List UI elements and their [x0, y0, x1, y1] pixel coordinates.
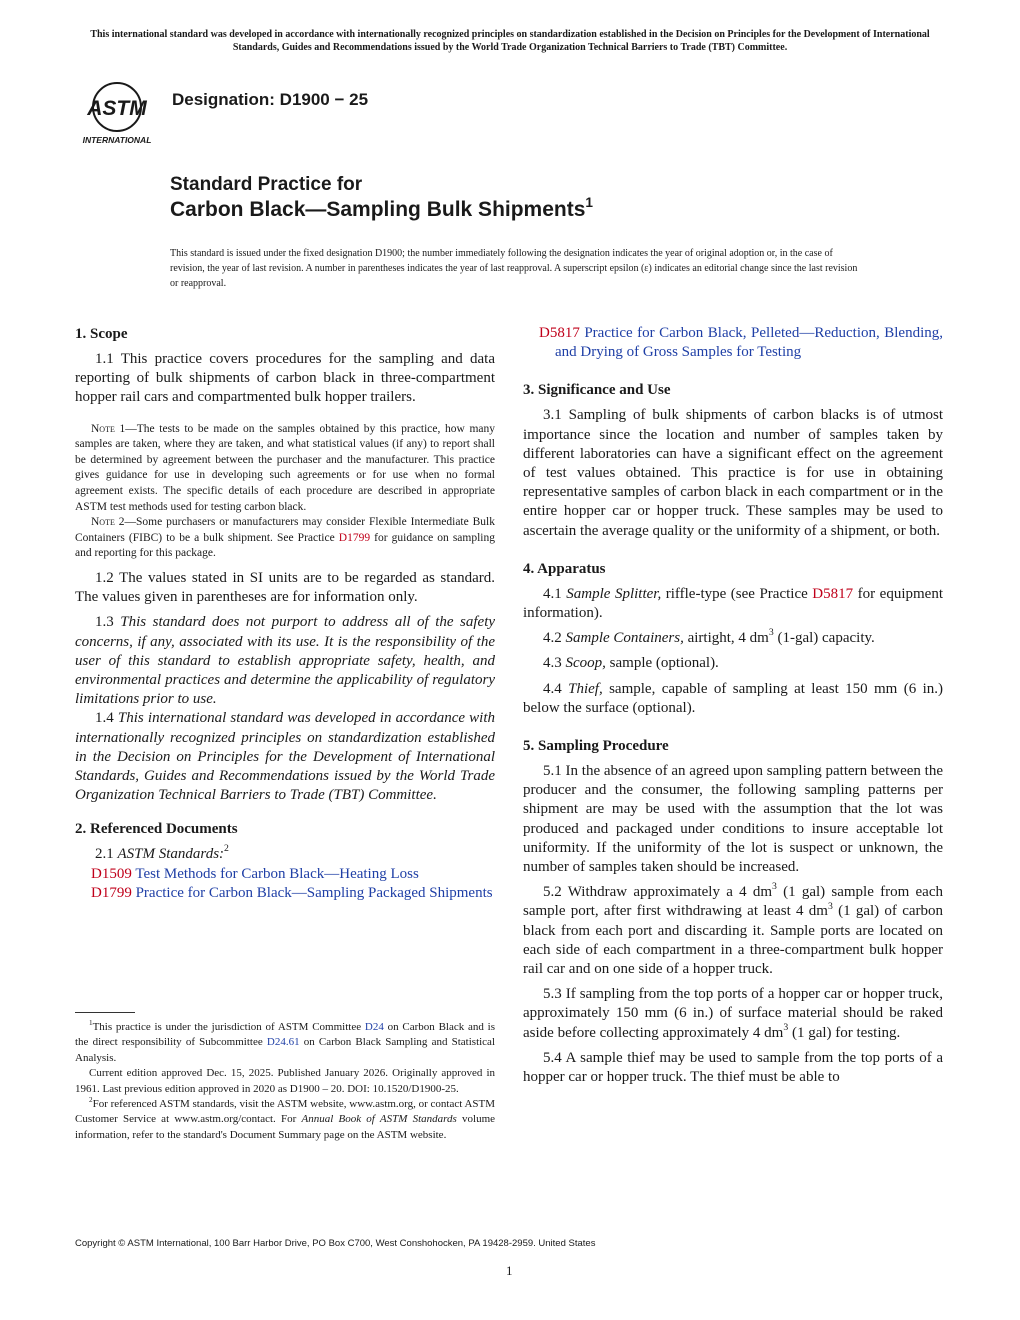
para-5-2-sup-1: 3 [772, 881, 777, 893]
para-1-4 [75, 709, 495, 805]
footnote-2-mark: 2 [89, 1095, 93, 1104]
para-2-1-num: 2.1 [95, 846, 118, 863]
footnote-2-text-b: volume information, refer to the standard's Document Summary page on the ASTM website. [75, 1113, 496, 1141]
para-4-1-term: Sample Splitter, [566, 585, 662, 602]
link-d5817-apparatus[interactable]: D5817 [812, 585, 854, 602]
para-5-1: 5.1 In the absence of an agreed upon sampling pattern between the producer and the consumer, the following sampling patterns per shipment are may be used with the assumption that the lot was produced and packaged under conditions to insure acceptable lot uniformity. If the uniformity of the lot is suspect or unknown, the number of samples taken should be increased. [523, 763, 943, 876]
logo-subtext: INTERNATIONAL [82, 135, 152, 145]
para-3-1: 3.1 Sampling of bulk shipments of carbon blacks is of utmost importance since the location and number of samples taken by different laboratories can have a significant effect on the agreement of test values obtained. This practice is for use in obtaining representative samples of carbon black in each compartment or in the entire hopper car or hopper truck. These samples may be used to ascertain the average quality or the uniformity of a shipment, or both. [523, 407, 943, 539]
para-4-1-num: 4.1 [543, 585, 567, 602]
footnote-1-text-a: This practice is under the jurisdiction of ASTM Committee [92, 1021, 365, 1033]
section-2-heading: 2. Referenced Documents [75, 821, 238, 838]
para-4-2-num: 4.2 [543, 630, 566, 647]
footnote-2-text-a: For referenced ASTM standards, visit the ASTM website, www.astm.org, or contact ASTM Customer Service at www.astm.org/contact. For [75, 1098, 495, 1126]
astm-logo [72, 80, 162, 146]
para-1-1: 1.1 This practice covers procedures for the sampling and data reporting of bulk shipments of carbon black in three-compartment hopper rail cars and compartmented bulk hopper trailers. [75, 351, 495, 406]
para-5-3-sup: 3 [783, 1021, 789, 1033]
issued-note: This standard is issued under the fixed designation D1900; the number immediately following the designation indicates the year of original adoption or, in the case of revision, the year of last revision. A number in parentheses indicates the year of last reapproval. A superscript epsilon (ε) indicates an editorial change since the last revision or reapproval. [170, 248, 858, 289]
footnote-1-mark: 1 [89, 1018, 93, 1027]
right-column [523, 320, 943, 1087]
designation: Designation: D1900 − 25 [172, 90, 369, 109]
para-5-2-text-b: (1 gal) sample from each sample port, after first withdrawing at least 4 dm [523, 884, 943, 920]
para-4-1-text-b: for equipment information). [523, 585, 943, 622]
para-4-4 [523, 680, 943, 718]
para-4-1 [523, 585, 943, 623]
ref-d1509[interactable] [75, 865, 495, 884]
link-d24-61[interactable]: D24.61 [266, 1036, 300, 1049]
footnote-1 [75, 1020, 495, 1066]
ref-d5817-code[interactable]: D5817 [539, 325, 580, 341]
para-2-1-footnote-mark: 2 [224, 843, 229, 855]
para-4-1-text-a: riffle-type (see Practice [661, 585, 813, 602]
para-1-3-text: This standard does not purport to address all of the safety concerns, if any, associated with its use. It is the responsibility of the user of this standard to establish appropriate safety, health, and environmental practices and determine the applicability of regulatory limitations prior to use. [75, 614, 496, 708]
note-2 [75, 515, 495, 562]
para-4-2-text-a: airtight, 4 dm [683, 630, 769, 647]
para-4-4-text: sample, capable of sampling at least 150 mm (6 in.) below the surface (optional). [523, 680, 943, 716]
copyright: Copyright © ASTM International, 100 Barr Harbor Drive, PO Box C700, West Conshohocken, PA 19428-2959. United States [75, 1238, 596, 1249]
ref-d5817-title[interactable]: Practice for Carbon Black, Pelleted—Reduction, Blending, and Drying of Gross Samples for Testing [555, 325, 943, 361]
ref-d1799-title[interactable]: Practice for Carbon Black—Sampling Packaged Shipments [135, 884, 493, 901]
title-text: Carbon Black—Sampling Bulk Shipments [170, 198, 586, 221]
page-number: 1 [506, 1263, 513, 1278]
para-5-4: 5.4 A sample thief may be used to sample from the top ports of a hopper car or hopper truck. The thief must be able to [523, 1049, 943, 1086]
astm-logo-icon [72, 80, 162, 146]
title-footnote-mark: 1 [585, 194, 593, 210]
footnote-1-text-b: on Carbon Black and is the direct responsibility of Subcommittee [75, 1021, 495, 1049]
ref-d1799-code[interactable]: D1799 [91, 884, 132, 901]
para-4-3-num: 4.3 [543, 655, 566, 672]
footnote-2-book-title: Annual Book of ASTM Standards [301, 1113, 457, 1126]
note-1-text: —The tests to be made on the samples obtained by this practice, how many samples are taken, where they are taken, and what statistical values (if any) to report shall be determined by agreement between the purchaser and the manufacturer. This practice gives guidance for use in developing such agreements or for use when no formal agreement exists. The specific details of each procedure are described in appropriate ASTM test methods used for testing carbon black. [75, 422, 495, 513]
para-4-2 [523, 629, 943, 648]
para-5-2 [523, 883, 943, 979]
para-2-1 [75, 845, 495, 864]
section-4-heading: 4. Apparatus [523, 560, 606, 577]
para-4-2-text-b: (1-gal) capacity. [773, 630, 875, 647]
para-4-3-term: Scoop, [565, 655, 606, 672]
ref-d1799[interactable] [75, 884, 495, 903]
ref-d1509-code[interactable]: D1509 [91, 865, 132, 882]
para-1-2: 1.2 The values stated in SI units are to be regarded as standard. The values given in parentheses are for information only. [75, 569, 495, 606]
section-1-heading: 1. Scope [75, 326, 128, 342]
note-2-label: Note 2 [91, 516, 125, 529]
para-1-3 [75, 613, 495, 709]
para-1-4-num: 1.4 [95, 710, 118, 727]
para-4-2-term: Sample Containers, [565, 630, 684, 647]
para-1-4-text: This international standard was developed in accordance with internationally recognized principles on standardization established in the Decision on Principles for the Development of International Standards, Guides and Recommendations issued by the World Trade Organization Technical Barriers to Trade (TBT) Committee. [75, 710, 495, 804]
para-5-2-text-c: (1 gal) of carbon black from each port and discarding it. Sample ports are located on each side of each compartment in a three-compartment bulk hopper rail car and on one side of a hopper truck. [523, 903, 944, 978]
note-1-label: Note 1 [91, 422, 126, 435]
para-4-2-sup: 3 [768, 627, 774, 639]
para-5-2-sup-2: 3 [827, 900, 833, 912]
para-4-3 [523, 654, 943, 673]
para-5-3-text-a: 5.3 If sampling from the top ports of a hopper car or hopper truck, approximately 150 mm (6 in.) of surface material should be raked aside before collecting approximately 4 dm [523, 986, 943, 1041]
title-line-1: Standard Practice for [170, 174, 363, 195]
footnote-1-edition: Current edition approved Dec. 15, 2025. Published January 2026. Originally approved in 1961. Last previous edition approved in 2020 as D1900 – 20. DOI: 10.1520/D1900-25. [75, 1067, 495, 1095]
note-2-text-a: —Some purchasers or manufacturers may consider Flexible Intermediate Bulk Containers (FIBC) to be a bulk shipment. See Practice [75, 516, 496, 544]
note-1 [75, 422, 495, 516]
para-5-3 [523, 985, 943, 1043]
link-d1799-note[interactable]: D1799 [338, 531, 371, 544]
note-2-text-b: for guidance on sampling and reporting for this package. [75, 531, 495, 560]
section-5-heading: 5. Sampling Procedure [523, 738, 669, 755]
para-5-3-text-b: (1 gal) for testing. [788, 1024, 901, 1041]
para-1-3-num: 1.3 [95, 614, 121, 631]
para-4-4-num: 4.4 [543, 680, 569, 697]
logo-text: ASTM [87, 97, 147, 120]
header-disclaimer: This international standard was developed in accordance with internationally recognized principles on standardization established in the Decision on Principles for the Development of International Standards, Guides and Recommendations issued by the World Trade Organization Technical Barriers to Trade (TBT) Committee. [90, 29, 930, 53]
para-4-4-term: Thief, [568, 680, 603, 697]
section-3-heading: 3. Significance and Use [523, 382, 671, 399]
footnote-rule [75, 1012, 135, 1013]
para-2-1-text: ASTM Standards: [117, 846, 225, 863]
footnotes [75, 1020, 495, 1143]
title-line-2 [170, 194, 593, 222]
ref-d5817[interactable] [523, 324, 943, 362]
left-column [75, 320, 495, 903]
footnote-1-text-c: on Carbon Black Sampling and Statistical Analysis. [75, 1036, 495, 1064]
link-d24[interactable]: D24 [364, 1021, 384, 1033]
para-5-2-text-a: 5.2 Withdraw approximately a 4 dm [543, 884, 772, 901]
para-4-3-text: sample (optional). [605, 655, 719, 672]
ref-d1509-title[interactable]: Test Methods for Carbon Black—Heating Loss [135, 865, 419, 882]
footnote-2 [75, 1097, 495, 1143]
